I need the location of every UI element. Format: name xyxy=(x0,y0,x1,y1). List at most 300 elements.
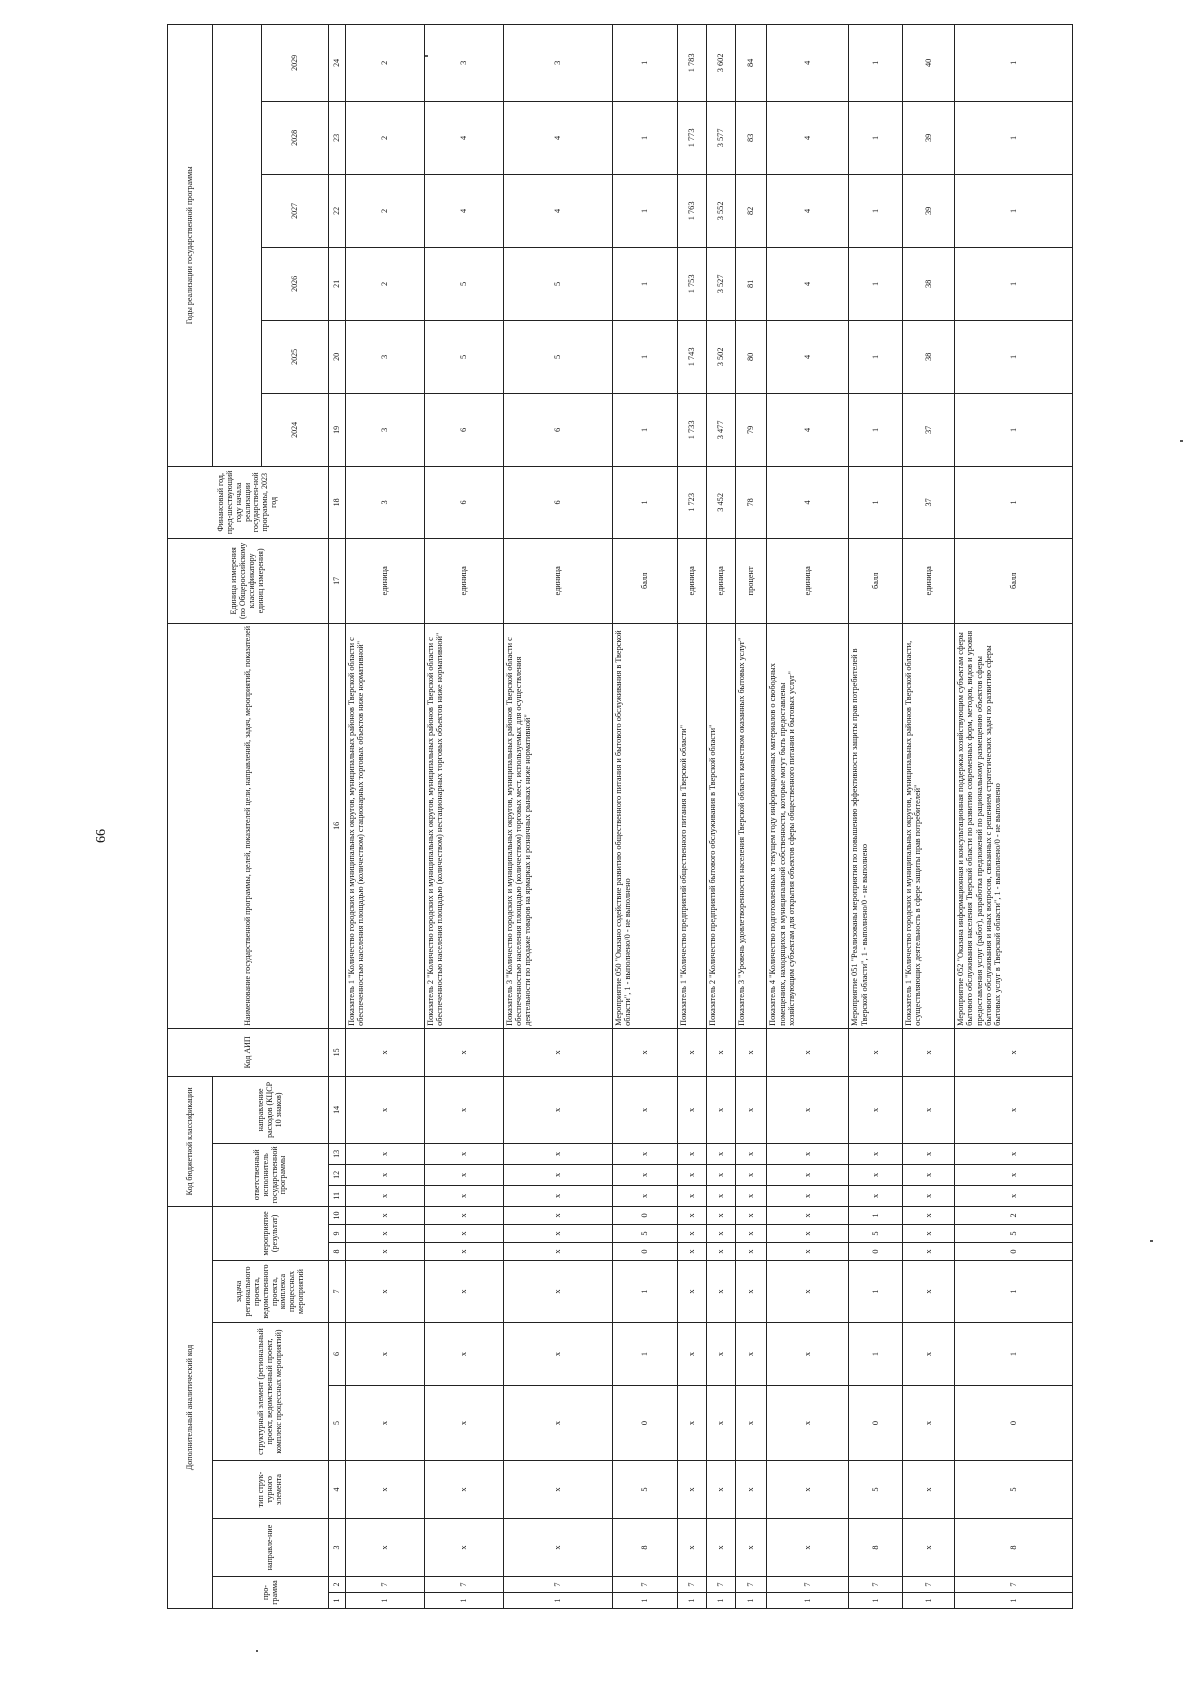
table-row xyxy=(955,24,1073,1608)
year-value: 81 xyxy=(735,247,767,320)
header-year: 2026 xyxy=(262,247,329,320)
program-code-cell: 7 xyxy=(902,1577,954,1593)
measure-code-cell: x xyxy=(424,1243,503,1261)
year-value: 4 xyxy=(424,101,503,174)
program-code-cell: 7 xyxy=(503,1577,612,1593)
year-value: 1 xyxy=(849,247,902,320)
struct-type-cell: x xyxy=(503,1461,612,1519)
header-program: про-грамма xyxy=(213,1577,329,1609)
year-value: 1 xyxy=(849,24,902,101)
aip-code-cell: x xyxy=(424,1028,503,1076)
year-value: 1 xyxy=(955,320,1073,393)
program-code-cell: 7 xyxy=(735,1577,767,1593)
base-year-value: 3 452 xyxy=(706,466,735,538)
column-number: 1 xyxy=(329,1593,346,1609)
struct-element-cell: x xyxy=(346,1323,425,1386)
struct-element-cell: 0 xyxy=(849,1386,902,1461)
struct-type-cell: x xyxy=(424,1461,503,1519)
year-value: 5 xyxy=(424,320,503,393)
column-number-row xyxy=(329,24,346,1608)
table-row xyxy=(735,24,767,1608)
expense-direction-cell: x xyxy=(849,1076,902,1143)
table-row xyxy=(706,24,735,1608)
year-value: 1 xyxy=(849,174,902,247)
direction-cell: x xyxy=(767,1519,849,1577)
measure-code-cell: x xyxy=(902,1243,954,1261)
indicator-name-cell: Показатель 1 "Количество предприятий общественного питания в Тверской области" xyxy=(678,623,707,1028)
measure-code-cell: x xyxy=(735,1243,767,1261)
program-code-cell: 1 xyxy=(767,1593,849,1609)
direction-cell: 8 xyxy=(849,1519,902,1577)
indicator-name-cell: Показатель 1 "Количество городских и муниципальных округов, муниципальных районов Тверской области, осуществляющих деятельность в сфере защиты прав потребителей" xyxy=(902,623,954,1028)
program-code-cell: 7 xyxy=(612,1577,678,1593)
executor-code-cell: x xyxy=(706,1185,735,1206)
measure-code-cell: x xyxy=(706,1243,735,1261)
program-code-cell: 1 xyxy=(735,1593,767,1609)
executor-code-cell: x xyxy=(503,1143,612,1164)
year-value: 3 xyxy=(346,393,425,466)
struct-element-cell: 1 xyxy=(955,1323,1073,1386)
unit-cell: балл xyxy=(955,538,1073,623)
indicator-name-cell: Показатель 2 "Количество городских и муниципальных округов, муниципальных районов Тверской области с обеспеченностью населения площадью (количеством) нестационарных торговых объектов ниже нормативной" xyxy=(424,623,503,1028)
program-code-cell: 7 xyxy=(346,1577,425,1593)
header-row-1 xyxy=(168,24,213,1608)
header-year: 2025 xyxy=(262,320,329,393)
task-cell: 1 xyxy=(849,1261,902,1323)
table-row xyxy=(503,24,612,1608)
task-cell: x xyxy=(902,1261,954,1323)
executor-code-cell: x xyxy=(955,1164,1073,1185)
program-code-cell: 1 xyxy=(902,1593,954,1609)
expense-direction-cell: x xyxy=(735,1076,767,1143)
program-code-cell: 7 xyxy=(849,1577,902,1593)
column-number: 8 xyxy=(329,1243,346,1261)
year-value: 1 xyxy=(612,247,678,320)
expense-direction-cell: x xyxy=(678,1076,707,1143)
indicator-name-cell: Мероприятие 052 "Оказана информационная и консультационная поддержка хозяйствующим субъектам сферы бытового обслуживания населения Тверской области по развитию современных форм, методов, видов и уровня предоставления услуг (работ), разработка предложений по рациональному размещению объектов сферы бытового обслуживания и иных вопросов, связанных с решением стратегических задач по развитию сферы бытовых услуг в Тверской области", 1 - выполнено/0 - не выполнено xyxy=(955,623,1073,1028)
column-number: 7 xyxy=(329,1261,346,1323)
expense-direction-cell: x xyxy=(503,1076,612,1143)
struct-element-cell: x xyxy=(706,1386,735,1461)
task-cell: x xyxy=(767,1261,849,1323)
aip-code-cell: x xyxy=(902,1028,954,1076)
indicator-name-cell: Показатель 1 "Количество городских и муниципальных округов, муниципальных районов Тверской области с обеспеченностью населения площадью (количеством) стационарных торговых объектов ниже нормативной" xyxy=(346,623,425,1028)
struct-type-cell: 5 xyxy=(612,1461,678,1519)
column-number: 3 xyxy=(329,1519,346,1577)
aip-code-cell: x xyxy=(735,1028,767,1076)
year-value: 39 xyxy=(902,101,954,174)
year-value: 80 xyxy=(735,320,767,393)
year-value: 4 xyxy=(767,174,849,247)
base-year-value: 6 xyxy=(503,466,612,538)
year-value: 4 xyxy=(767,320,849,393)
header-aip-code: Код АИП xyxy=(168,1028,329,1076)
year-value: 2 xyxy=(346,247,425,320)
year-value: 4 xyxy=(767,393,849,466)
measure-code-cell: x xyxy=(767,1206,849,1224)
measure-code-cell: x xyxy=(503,1225,612,1243)
base-year-value: 4 xyxy=(767,466,849,538)
table-row xyxy=(612,24,678,1608)
column-number: 9 xyxy=(329,1225,346,1243)
unit-cell: процент xyxy=(735,538,767,623)
table-row xyxy=(678,24,707,1608)
year-value: 3 xyxy=(346,320,425,393)
year-value: 3 602 xyxy=(706,24,735,101)
measure-code-cell: 5 xyxy=(849,1225,902,1243)
measure-code-cell: x xyxy=(902,1206,954,1224)
executor-code-cell: x xyxy=(706,1164,735,1185)
executor-code-cell: x xyxy=(612,1143,678,1164)
header-measure: мероприятие (результат) xyxy=(213,1206,329,1260)
executor-code-cell: x xyxy=(503,1164,612,1185)
base-year-value: 1 xyxy=(849,466,902,538)
year-value: 3 xyxy=(503,24,612,101)
expense-direction-cell: x xyxy=(706,1076,735,1143)
struct-element-cell: 1 xyxy=(849,1323,902,1386)
unit-cell: единица xyxy=(678,538,707,623)
executor-code-cell: x xyxy=(902,1164,954,1185)
year-value: 4 xyxy=(767,101,849,174)
indicator-name-cell: Показатель 4 "Количество подготовленных в текущем году информационных материалов о свободных помещениях, находящихся в муниципальной собственности, которые могут быть предоставлены хозяйствующим субъектам для открытия объектов сферы общественного питания и бытовых услуг" xyxy=(767,623,849,1028)
year-value: 6 xyxy=(424,393,503,466)
struct-element-cell: x xyxy=(706,1323,735,1386)
column-number: 14 xyxy=(329,1076,346,1143)
executor-code-cell: x xyxy=(678,1143,707,1164)
struct-element-cell: 0 xyxy=(955,1386,1073,1461)
expense-direction-cell: x xyxy=(612,1076,678,1143)
direction-cell: 8 xyxy=(612,1519,678,1577)
measure-code-cell: x xyxy=(346,1225,425,1243)
unit-cell: единица xyxy=(503,538,612,623)
year-value: 1 xyxy=(612,393,678,466)
executor-code-cell: x xyxy=(767,1164,849,1185)
measure-code-cell: x xyxy=(767,1225,849,1243)
year-value: 2 xyxy=(346,101,425,174)
executor-code-cell: x xyxy=(849,1185,902,1206)
header-years-blank xyxy=(213,24,262,466)
executor-code-cell: x xyxy=(678,1164,707,1185)
year-value: 5 xyxy=(503,320,612,393)
base-year-value: 6 xyxy=(424,466,503,538)
executor-code-cell: x xyxy=(706,1143,735,1164)
executor-code-cell: x xyxy=(767,1143,849,1164)
column-number: 20 xyxy=(329,320,346,393)
base-year-value: 78 xyxy=(735,466,767,538)
aip-code-cell: x xyxy=(955,1028,1073,1076)
column-number: 6 xyxy=(329,1323,346,1386)
measure-code-cell: x xyxy=(678,1225,707,1243)
year-value: 39 xyxy=(902,174,954,247)
expense-direction-cell: x xyxy=(767,1076,849,1143)
executor-code-cell: x xyxy=(612,1164,678,1185)
unit-cell: балл xyxy=(849,538,902,623)
program-code-cell: 1 xyxy=(346,1593,425,1609)
struct-element-cell: x xyxy=(424,1386,503,1461)
program-indicators-table xyxy=(167,24,1073,1609)
year-value: 1 xyxy=(955,174,1073,247)
header-year: 2024 xyxy=(262,393,329,466)
task-cell: x xyxy=(735,1261,767,1323)
year-value: 1 xyxy=(955,24,1073,101)
base-year-value: 3 xyxy=(346,466,425,538)
direction-cell: x xyxy=(346,1519,425,1577)
struct-type-cell: x xyxy=(678,1461,707,1519)
task-cell: x xyxy=(503,1261,612,1323)
year-value: 38 xyxy=(902,247,954,320)
year-value: 40 xyxy=(902,24,954,101)
measure-code-cell: 0 xyxy=(849,1243,902,1261)
year-value: 1 xyxy=(612,24,678,101)
struct-element-cell: x xyxy=(735,1386,767,1461)
expense-direction-cell: x xyxy=(902,1076,954,1143)
executor-code-cell: x xyxy=(735,1143,767,1164)
column-number: 18 xyxy=(329,466,346,538)
column-number: 10 xyxy=(329,1206,346,1224)
year-value: 38 xyxy=(902,320,954,393)
struct-element-cell: x xyxy=(767,1323,849,1386)
year-value: 2 xyxy=(346,174,425,247)
measure-code-cell: 5 xyxy=(955,1225,1073,1243)
executor-code-cell: x xyxy=(346,1164,425,1185)
direction-cell: x xyxy=(678,1519,707,1577)
column-number: 16 xyxy=(329,623,346,1028)
year-value: 84 xyxy=(735,24,767,101)
year-value: 1 xyxy=(612,320,678,393)
header-struct-element: структурный элемент (региональный проект, ведомственный проект, комплекс процессных мероприятий) xyxy=(213,1323,329,1461)
table-body xyxy=(346,24,1073,1608)
table-row xyxy=(849,24,902,1608)
column-number: 13 xyxy=(329,1143,346,1164)
measure-code-cell: 2 xyxy=(955,1206,1073,1224)
aip-code-cell: x xyxy=(503,1028,612,1076)
struct-element-cell: x xyxy=(902,1323,954,1386)
struct-element-cell: x xyxy=(503,1386,612,1461)
direction-cell: x xyxy=(706,1519,735,1577)
header-struct-type: тип струк-турного элемента xyxy=(213,1461,329,1519)
table-row xyxy=(346,24,425,1608)
executor-code-cell: x xyxy=(849,1143,902,1164)
column-number: 5 xyxy=(329,1386,346,1461)
struct-type-cell: x xyxy=(767,1461,849,1519)
indicator-name-cell: Показатель 3 "Количество городских и муниципальных округов, муниципальных районов Тверской области с обеспеченностью населения площадью (количеством) торговых мест, используемых для осуществления деятельности по продаже товаров на ярмарках и розничных рынках ниже нормативной" xyxy=(503,623,612,1028)
task-cell: 1 xyxy=(955,1261,1073,1323)
header-fin-year: Финансовый год, пред-шествующий году начала реализации государствен-ной программы, 2023 год xyxy=(168,466,329,538)
struct-element-cell: x xyxy=(735,1323,767,1386)
expense-direction-cell: x xyxy=(346,1076,425,1143)
program-code-cell: 7 xyxy=(424,1577,503,1593)
measure-code-cell: x xyxy=(706,1225,735,1243)
scan-mark xyxy=(256,1650,258,1652)
year-value: 4 xyxy=(767,247,849,320)
struct-element-cell: 0 xyxy=(612,1386,678,1461)
aip-code-cell: x xyxy=(849,1028,902,1076)
aip-code-cell: x xyxy=(346,1028,425,1076)
executor-code-cell: x xyxy=(767,1185,849,1206)
year-value: 1 743 xyxy=(678,320,707,393)
measure-code-cell: 5 xyxy=(612,1225,678,1243)
struct-type-cell: x xyxy=(902,1461,954,1519)
year-value: 1 773 xyxy=(678,101,707,174)
header-year: 2027 xyxy=(262,174,329,247)
direction-cell: x xyxy=(424,1519,503,1577)
year-value: 2 xyxy=(346,24,425,101)
column-number: 11 xyxy=(329,1185,346,1206)
program-code-cell: 7 xyxy=(678,1577,707,1593)
base-year-value: 1 723 xyxy=(678,466,707,538)
column-number: 2 xyxy=(329,1577,346,1593)
aip-code-cell: x xyxy=(706,1028,735,1076)
column-number: 23 xyxy=(329,101,346,174)
table-row xyxy=(424,24,503,1608)
header-year: 2029 xyxy=(262,24,329,101)
indicator-name-cell: Показатель 2 "Количество предприятий бытового обслуживания в Тверской области" xyxy=(706,623,735,1028)
struct-element-cell: x xyxy=(678,1386,707,1461)
year-value: 1 783 xyxy=(678,24,707,101)
measure-code-cell: 0 xyxy=(612,1243,678,1261)
struct-element-cell: x xyxy=(678,1323,707,1386)
program-code-cell: 1 xyxy=(849,1593,902,1609)
struct-element-cell: x xyxy=(767,1386,849,1461)
column-number: 24 xyxy=(329,24,346,101)
scan-mark xyxy=(1180,440,1183,442)
expense-direction-cell: x xyxy=(955,1076,1073,1143)
executor-code-cell: x xyxy=(346,1143,425,1164)
measure-code-cell: x xyxy=(767,1243,849,1261)
year-value: 1 xyxy=(612,101,678,174)
executor-code-cell: x xyxy=(612,1185,678,1206)
header-name: Наименование государственной программы, целей, показателей цели, направлений, задач, мероприятий, показателей xyxy=(168,623,329,1028)
task-cell: x xyxy=(706,1261,735,1323)
executor-code-cell: x xyxy=(424,1164,503,1185)
expense-direction-cell: x xyxy=(424,1076,503,1143)
indicator-name-cell: Мероприятие 051 "Реализованы мероприятия по повышению эффективности защиты прав потребителей в Тверской области", 1 - выполнено/0 - не выполнено xyxy=(849,623,902,1028)
aip-code-cell: x xyxy=(767,1028,849,1076)
measure-code-cell: x xyxy=(346,1243,425,1261)
measure-code-cell: x xyxy=(503,1206,612,1224)
year-value: 83 xyxy=(735,101,767,174)
year-value: 3 577 xyxy=(706,101,735,174)
column-number: 15 xyxy=(329,1028,346,1076)
program-code-cell: 7 xyxy=(706,1577,735,1593)
year-value: 1 xyxy=(955,247,1073,320)
year-value: 37 xyxy=(902,393,954,466)
program-code-cell: 1 xyxy=(612,1593,678,1609)
measure-code-cell: x xyxy=(735,1225,767,1243)
header-unit: Единица измерения (по Общероссийскому классификатору единиц измерения) xyxy=(168,538,329,623)
header-budget-code: Код бюджетной классификации xyxy=(168,1076,213,1206)
direction-cell: x xyxy=(902,1519,954,1577)
aip-code-cell: x xyxy=(612,1028,678,1076)
table-row xyxy=(902,24,954,1608)
executor-code-cell: x xyxy=(902,1185,954,1206)
unit-cell: балл xyxy=(612,538,678,623)
header-year: 2028 xyxy=(262,101,329,174)
unit-cell: единица xyxy=(346,538,425,623)
executor-code-cell: x xyxy=(849,1164,902,1185)
task-cell: x xyxy=(424,1261,503,1323)
measure-code-cell: x xyxy=(424,1206,503,1224)
year-value: 4 xyxy=(503,101,612,174)
executor-code-cell: x xyxy=(424,1185,503,1206)
header-years-group: Годы реализации государственной программы xyxy=(168,24,213,466)
program-code-cell: 1 xyxy=(955,1593,1073,1609)
executor-code-cell: x xyxy=(902,1143,954,1164)
year-value: 4 xyxy=(767,24,849,101)
year-value: 3 527 xyxy=(706,247,735,320)
year-value: 4 xyxy=(424,174,503,247)
measure-code-cell: x xyxy=(424,1225,503,1243)
base-year-value: 1 xyxy=(612,466,678,538)
year-value: 3 477 xyxy=(706,393,735,466)
base-year-value: 1 xyxy=(955,466,1073,538)
year-value: 1 733 xyxy=(678,393,707,466)
base-year-value: 37 xyxy=(902,466,954,538)
header-additional-code: Дополнительный аналитический код xyxy=(168,1206,213,1608)
year-value: 1 xyxy=(612,174,678,247)
struct-type-cell: x xyxy=(346,1461,425,1519)
direction-cell: x xyxy=(503,1519,612,1577)
executor-code-cell: x xyxy=(503,1185,612,1206)
column-number: 21 xyxy=(329,247,346,320)
year-value: 1 763 xyxy=(678,174,707,247)
program-code-cell: 1 xyxy=(678,1593,707,1609)
program-code-cell: 1 xyxy=(706,1593,735,1609)
unit-cell: единица xyxy=(902,538,954,623)
executor-code-cell: x xyxy=(735,1185,767,1206)
year-value: 3 552 xyxy=(706,174,735,247)
direction-cell: x xyxy=(735,1519,767,1577)
column-number: 22 xyxy=(329,174,346,247)
year-value: 1 xyxy=(955,393,1073,466)
year-value: 79 xyxy=(735,393,767,466)
struct-element-cell: x xyxy=(503,1323,612,1386)
measure-code-cell: x xyxy=(735,1206,767,1224)
task-cell: x xyxy=(346,1261,425,1323)
measure-code-cell: x xyxy=(346,1206,425,1224)
header-expense-direction: направление расходов (КЦСР 10 знаков) xyxy=(213,1076,329,1143)
scan-mark xyxy=(1150,1240,1153,1242)
program-code-cell: 7 xyxy=(767,1577,849,1593)
measure-code-cell: x xyxy=(678,1243,707,1261)
year-value: 82 xyxy=(735,174,767,247)
program-code-cell: 1 xyxy=(424,1593,503,1609)
measure-code-cell: x xyxy=(678,1206,707,1224)
struct-type-cell: x xyxy=(735,1461,767,1519)
indicator-name-cell: Мероприятие 050 "Оказано содействие развитию общественного питания и бытового обслуживания в Тверской области", 1 - выполнено/0 - не выполнено xyxy=(612,623,678,1028)
year-value: 4 xyxy=(503,174,612,247)
task-cell: 1 xyxy=(612,1261,678,1323)
year-value: 3 xyxy=(424,24,503,101)
year-value: 6 xyxy=(503,393,612,466)
unit-cell: единица xyxy=(424,538,503,623)
header-direction: направле-ние xyxy=(213,1519,329,1577)
measure-code-cell: 1 xyxy=(849,1206,902,1224)
executor-code-cell: x xyxy=(424,1143,503,1164)
struct-element-cell: x xyxy=(902,1386,954,1461)
unit-cell: единица xyxy=(706,538,735,623)
struct-element-cell: x xyxy=(346,1386,425,1461)
year-value: 3 502 xyxy=(706,320,735,393)
aip-code-cell: x xyxy=(678,1028,707,1076)
year-value: 1 753 xyxy=(678,247,707,320)
executor-code-cell: x xyxy=(678,1185,707,1206)
column-number: 4 xyxy=(329,1461,346,1519)
program-code-cell: 1 xyxy=(503,1593,612,1609)
executor-code-cell: x xyxy=(735,1164,767,1185)
struct-element-cell: x xyxy=(424,1323,503,1386)
unit-cell: единица xyxy=(767,538,849,623)
